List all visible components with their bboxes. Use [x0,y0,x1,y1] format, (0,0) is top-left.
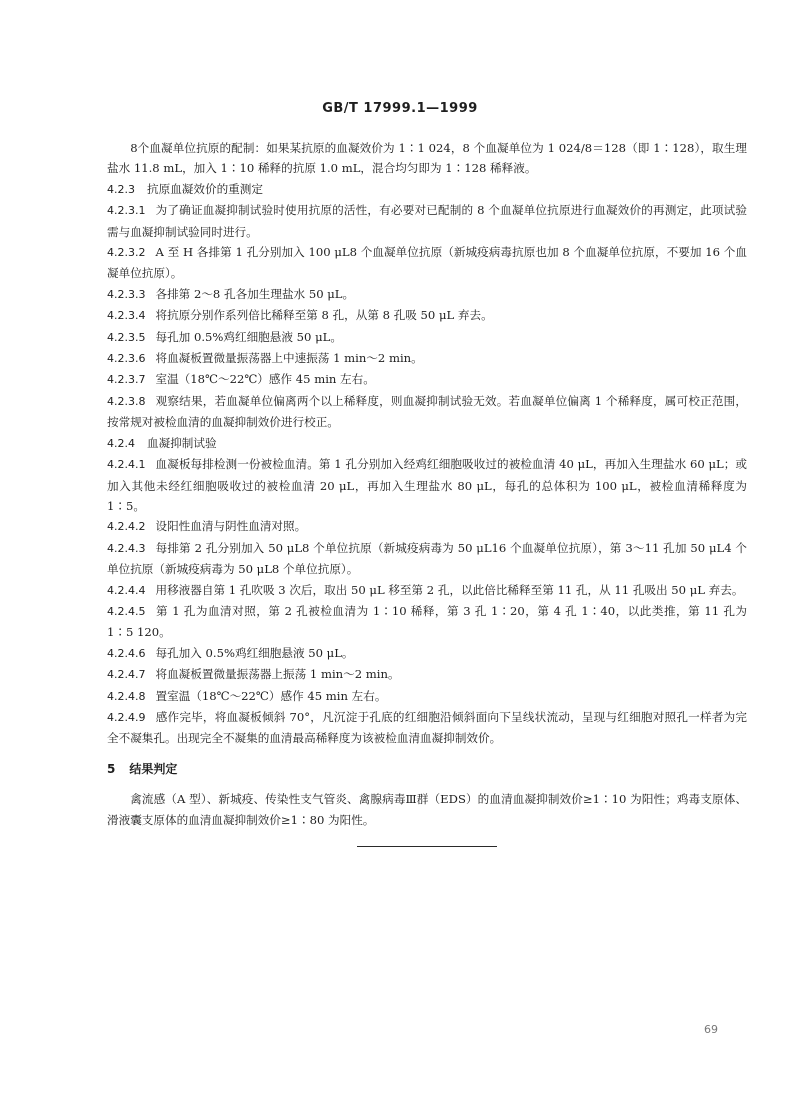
clause-4-2-4-8 [107,686,747,707]
section-title: 血凝抑制试验 [147,435,217,450]
clause-text: 将血凝板置微量振荡器上振荡 1 min～2 min。 [155,667,400,682]
clause-number: 4.2.4.6 [107,646,146,660]
section-number: 5 [107,761,116,776]
section-number: 4.2.3 [107,182,135,196]
clause-text: 室温（18℃～22℃）感作 45 min 左右。 [155,372,375,387]
section-number: 4.2.4 [107,436,135,450]
section-title: 结果判定 [129,761,178,776]
clause-text: 每孔加入 0.5%鸡红细胞悬液 50 μL。 [155,645,354,660]
clause-4-2-3-1 [107,200,747,242]
clause-number: 4.2.3.2 [107,246,146,260]
intro-paragraph: 8个血凝单位抗原的配制：如果某抗原的血凝效价为 1∶1 024，8 个血凝单位为 1 024/8＝128（即 1∶128），取生理盐水 11.8 mL，加入 1∶10 稀释的抗原 1.0 mL，混合均匀即为 1∶128 稀释液。 [107,141,747,176]
clause-text: 置室温（18℃～22℃）感作 45 min 左右。 [155,688,387,703]
clause-text: 每排第 2 孔分别加入 50 μL8 个单位抗原（新城疫病毒为 50 μL16 个血凝单位抗原），第 3～11 孔加 50 μL4 个单位抗原（新城疫病毒为 50 μL8 个单位抗原）。 [107,540,747,577]
result-paragraph: 禽流感（A 型）、新城疫、传染性支气管炎、禽腺病毒Ⅲ群（EDS）的血清血凝抑制效价≥1∶10 为阳性；鸡毒支原体、滑液囊支原体的血清血凝抑制效价≥1∶80 为阳性。 [107,792,747,827]
document-body [107,138,747,847]
clause-number: 4.2.4.9 [107,710,146,724]
clause-number: 4.2.4.5 [107,604,146,618]
section-4-2-3-heading [107,179,747,200]
clause-number: 4.2.4.4 [107,583,146,597]
section-title: 抗原血凝效价的重测定 [147,181,263,196]
page-header: GB/T 17999.1—1999 [322,101,478,116]
clause-number: 4.2.4.7 [107,668,146,682]
clause-text: 将抗原分别作系列倍比稀释至第 8 孔，从第 8 孔吸 50 μL 弃去。 [155,308,493,323]
clause-number: 4.2.3.6 [107,352,146,366]
clause-4-2-4-6 [107,643,747,664]
clause-text: A 至 H 各排第 1 孔分别加入 100 μL8 个血凝单位抗原（新城疫病毒抗原也加 8 个血凝单位抗原，不要加 16 个血凝单位抗原）。 [107,245,747,281]
clause-4-2-3-4 [107,305,747,326]
clause-number: 4.2.4.8 [107,689,146,703]
page-number: 69 [704,1023,718,1036]
clause-4-2-3-7 [107,369,747,390]
clause-4-2-4-4 [107,580,747,601]
clause-4-2-3-6 [107,348,747,369]
clause-text: 每孔加 0.5%鸡红细胞悬液 50 μL。 [155,329,342,344]
clause-text: 感作完毕，将血凝板倾斜 70°，凡沉淀于孔底的红细胞沿倾斜面向下呈线状流动，呈现与红细胞对照孔一样者为完全不凝集孔。出现完全不凝集的血清最高稀释度为该被检血清血凝抑制效价。 [107,709,747,746]
clause-number: 4.2.4.1 [107,458,146,472]
clause-text: 用移液器自第 1 孔吹吸 3 次后，取出 50 μL 移至第 2 孔，以此倍比稀释至第 11 孔，从 11 孔吸出 50 μL 弃去。 [155,582,744,597]
clause-4-2-4-3 [107,538,747,580]
end-divider [357,846,497,847]
clause-text: 设阳性血清与阴性血清对照。 [155,519,307,534]
clause-text: 血凝板每排检测一份被检血清。第 1 孔分别加入经鸡红细胞吸收过的被检血清 40 μL，再加入生理盐水 60 μL；或加入其他未经红细胞吸收过的被检血清 20 μL，再加入生理盐水 80 μL，每孔的总体积为 100 μL，被检血清稀释度为 1∶5。 [107,457,747,513]
clause-number: 4.2.4.2 [107,520,146,534]
clause-4-2-3-3 [107,284,747,305]
clause-4-2-4-9 [107,707,747,749]
clause-text: 将血凝板置微量振荡器上中速振荡 1 min～2 min。 [155,351,423,366]
clause-number: 4.2.3.3 [107,287,146,301]
clause-number: 4.2.3.7 [107,373,146,387]
clause-text: 各排第 2～8 孔各加生理盐水 50 μL。 [155,286,355,301]
clause-text: 观察结果，若血凝单位偏离两个以上稀释度，则血凝抑制试验无效。若血凝单位偏离 1 个稀释度，属可校正范围，按常规对被检血清的血凝抑制效价进行校正。 [107,393,747,430]
clause-text: 为了确证血凝抑制试验时使用抗原的活性，有必要对已配制的 8 个血凝单位抗原进行血凝效价的再测定，此项试验需与血凝抑制试验同时进行。 [107,203,747,239]
clause-number: 4.2.3.8 [107,394,146,408]
clause-4-2-3-2 [107,242,747,284]
clause-4-2-4-1 [107,454,747,516]
clause-number: 4.2.3.4 [107,309,146,323]
clause-text: 第 1 孔为血清对照，第 2 孔被检血清为 1∶10 稀释，第 3 孔 1∶20，第 4 孔 1∶40，以此类推，第 11 孔为 1∶5 120。 [107,603,747,640]
section-4-2-4-heading [107,433,747,454]
clause-4-2-4-5 [107,601,747,643]
clause-number: 4.2.3.1 [107,204,146,218]
clause-4-2-3-8 [107,391,747,433]
clause-4-2-4-7 [107,664,747,685]
clause-number: 4.2.4.3 [107,541,146,555]
clause-number: 4.2.3.5 [107,330,146,344]
section-5-heading [107,759,747,779]
clause-4-2-3-5 [107,327,747,348]
clause-4-2-4-2 [107,516,747,537]
